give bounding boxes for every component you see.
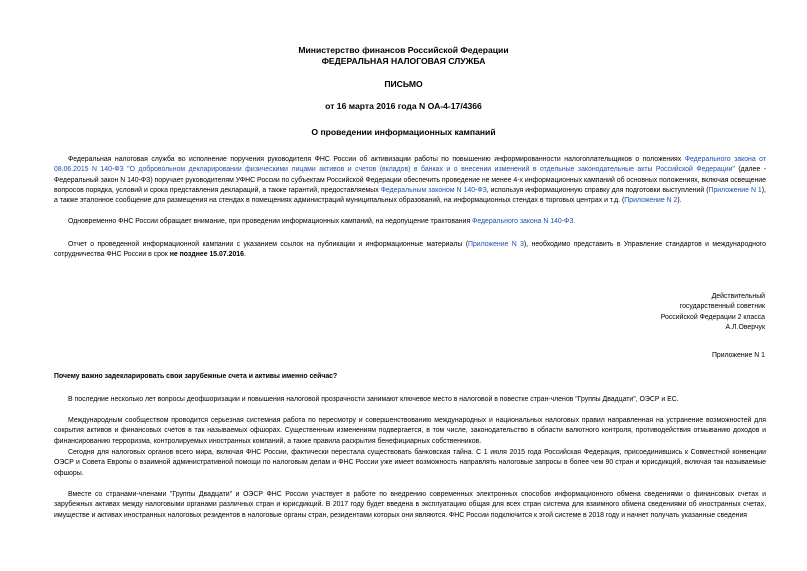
signature-line-2: государственный советник xyxy=(679,303,765,311)
p1-text-d: ), а также эталонное сообщение для размещения на стендах в помещениях администраций муниципальных образований, на информационных стендах в торговых центрах и т.д. ( xyxy=(54,186,766,205)
service-heading: ФЕДЕРАЛЬНАЯ НАЛОГОВАЯ СЛУЖБА xyxy=(321,56,486,66)
p3-text-a: Отчет о проведенной информационной кампании с указанием ссылок на публикации и информационные материалы ( xyxy=(68,241,468,248)
signature-name: А.Л.Оверчук xyxy=(725,324,765,332)
p1-text-a: Федеральная налоговая служба во исполнение поручения руководителя ФНС России об активизации работы по повышению информированности налогоплательщиков о положениях xyxy=(68,156,685,163)
signature-line-3: Российской Федерации 2 класса xyxy=(660,313,765,321)
appendix-question: Почему важно задекларировать свои зарубежные счета и активы именно сейчас? xyxy=(54,373,338,380)
p2-text-b: . xyxy=(573,218,576,225)
appendix-2-link[interactable]: Приложение N 2 xyxy=(624,197,678,205)
signature-line-1: Действительный xyxy=(711,293,765,300)
p3-text-c: . xyxy=(243,251,246,259)
appendix-paragraph-2: Международным сообществом проводится серьезная системная работа по пересмотру и совершенствованию международных и национальных налоговых правил направленная на устранение возможностей для сокрытия активов и финансовых счетов в так называемых офшорах. Существенным изменениям подвергается, в том числе, законодательство в области валютного контроля, противодействия отмыванию доходов и финансированию терроризма, контролируемых иностранных компаний, а также правила раскрытия бенефициарных собственников. xyxy=(54,417,766,445)
federal-law-link[interactable]: Федерального закона от 08.06.2015 N 140-ФЗ "О добровольном декларировании физическими лицами активов и счетов (вкладов) в банках и о внесении изменений в отдельные законодательные акты Российской Федерации" xyxy=(54,156,767,174)
appendix-3-link[interactable]: Приложение N 3 xyxy=(468,241,524,248)
appendix-paragraph-1: В последние несколько лет вопросы деофшоризации и повышения налоговой прозрачности занимают ключевое место в налоговой в повестке стран-членов "Группы Двадцати", ОЭСР и ЕС. xyxy=(68,396,679,403)
p3-text-b: ), необходимо представить в Управление стандартов и международного сотрудничества ФНС России в срок xyxy=(54,241,766,259)
appendix-paragraph-4: Вместе со странами-членами "Группы Двадцати" и ОЭСР ФНС России участвует в работе по внедрению современных электронных способов информационного обмена сведениями о финансовых счетах и зарубежных активах между налоговыми органами различных стран и юрисдикций. В 2017 году будет введена в эксплуатацию общая для всех стран система для взаимного обмена сведениями об иностранных счетах, имуществе и активах иностранных налоговых резидентов в налоговые органы стран, резидентами которых они являются. ФНС России подключится к этой системе в 2018 году и начнет получать указанные сведения xyxy=(54,491,766,519)
federal-law-140-link[interactable]: Федеральным законом N 140-ФЗ xyxy=(380,186,487,194)
appendix-1-link[interactable]: Приложение N 1 xyxy=(708,186,762,194)
body-paragraph-2 xyxy=(54,217,766,227)
p1-text-b: (далее - Федеральный закон N 140-ФЗ) поручает руководителям УФНС России по субъектам Российской Федерации обеспечить проведение не менее 4-х информационных кампаний об основных положениях, включая освещение вопросов порядка, условий и срока представления деклараций, а также гарантий, предоставляемых xyxy=(54,166,766,194)
p1-text-e: ). xyxy=(677,197,682,205)
body-paragraph-3 xyxy=(54,240,766,261)
appendix-label: Приложение N 1 xyxy=(711,352,765,359)
document-type: ПИСЬМО xyxy=(384,79,423,89)
p2-text-a: Одновременно ФНС России обращает внимание, при проведении информационных кампаний, на недопущение трактования xyxy=(68,218,473,225)
signature-block xyxy=(661,292,765,334)
appendix-paragraph-3: Сегодня для налоговых органов всего мира, включая ФНС России, фактически перестала существовать банковская тайна. С 1 июля 2015 года Российская Федерация, присоединившись к Совместной конвенции ОЭСР и Совета Европы о взаимной административной помощи по налоговым делам и ФНС России уже имеет возможность направлять налоговые запросы в более чем 90 стран и юрисдикций, включая так называемые офшоры. xyxy=(54,449,766,477)
document-date-number: от 16 марта 2016 года N ОА-4-17/4366 xyxy=(325,101,482,111)
p1-text-c: , используя информационную справку для подготовки выступлений ( xyxy=(486,186,709,194)
deadline-date: не позднее 15.07.2016 xyxy=(169,251,244,259)
document-subject: О проведении информационных кампаний xyxy=(311,127,496,137)
federal-law-140-link-2[interactable]: Федерального закона N 140-ФЗ xyxy=(472,218,574,225)
body-paragraph-1 xyxy=(54,155,766,206)
ministry-heading: Министерство финансов Российской Федерации xyxy=(298,45,509,55)
